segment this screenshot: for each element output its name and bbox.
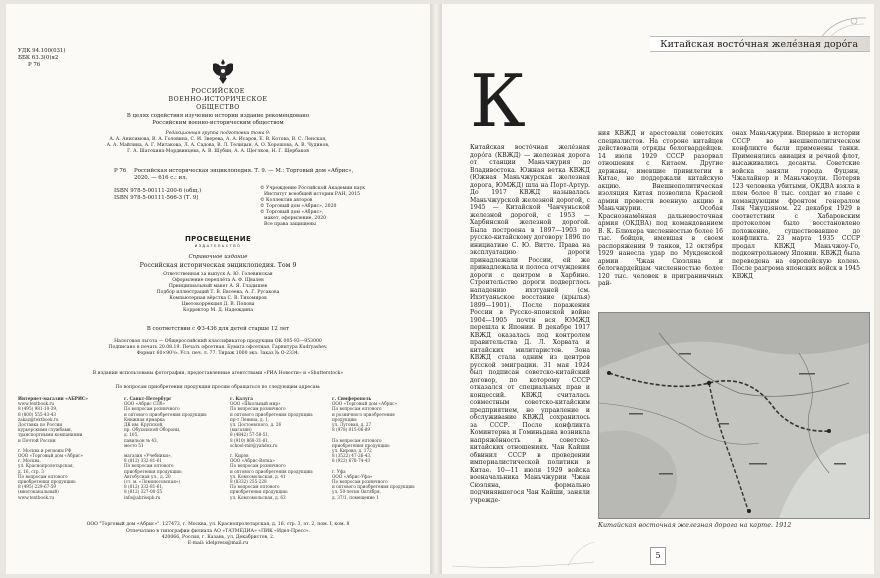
catalog-text-2: 2020. — 616 с.: ил. — [134, 175, 188, 181]
reference-edition: Справочное издание — [188, 254, 248, 260]
address-line: 8 (978) 015-06-89 — [332, 427, 371, 433]
isbn-volume: ISBN 978-5-00111-566-3 (Т. 9) — [114, 195, 199, 201]
footer-line-4: E-mail: idelpress@mail.ru — [187, 541, 249, 546]
map-caption: Китайская восточная железная дорога на карте. 1912 — [598, 521, 792, 529]
editors-label: Редакционная группа подготовки тома 9: — [165, 131, 271, 136]
address-line: приобретения продукции: — [18, 479, 77, 484]
address-line: 8 (4842) 57-58-51, — [230, 432, 270, 438]
address-line: ООО «Абрис-Уфа» — [332, 473, 373, 479]
article-column-1 — [470, 144, 590, 516]
address-line: (ст. м. «Ломоносовская») — [124, 479, 181, 484]
address-line: По вопросам оптового — [124, 463, 174, 469]
address-line: г. Санкт-Петербург — [124, 396, 172, 401]
org-line-3: ОБЩЕСТВО — [196, 104, 240, 111]
article-paragraph: ния КВЖД и арестовали советских специалистов. На стороне китайцев действовали отряды белогвардейцев. 14 июля 1929 СССР разорвал отношения с Китаем. Другие державы, имевшие привилегии в Китае, не поддержали китайскую акцию. Внешнеполитическая изоляция Китая позволила Красной армии провести военную акцию в Маньчжурии. Особая Краснознамённая дальневосточная армия (ОКДВА) под командованием В. К. Блюхера численностью более 16 тыс. бойцов, имевшая в своем распоряжении 9 танков, 12 октября 1929 нанесла удар по Мукденской армии Чжан Сюэляна и белогвардейцам численностью более 120 тыс. человек в пригранинчных рай- — [598, 130, 723, 287]
staff-line: Корректор М. Д. Надеждина — [183, 308, 253, 313]
address-line: ул. 50-летия Октября, — [332, 489, 381, 495]
address-line: ООО «Абрис-Вятка» — [230, 458, 275, 464]
org-line-2: ВОЕННО-ИСТОРИЧЕСКОЕ — [168, 96, 268, 103]
address-line: приобретения продукции: — [332, 442, 391, 448]
catalog-code: Р 76 — [28, 62, 41, 68]
address-line: По вопросам оптового — [332, 406, 382, 412]
recommend-line-2: Российским военно-историческим обществом — [152, 120, 284, 126]
print-info-line: Формат 60×90¹/₈. Усл. печ. л. 77. Тираж 1000 экз. Заказ № О-2334. — [136, 351, 300, 356]
double-eagle-emblem-icon — [210, 56, 236, 86]
print-info-line: Налоговая льгота — Общероссийский классификатор продукции ОК 005-93—953000 — [114, 339, 322, 344]
address-line: 8 (812) 332-81-61 — [124, 458, 163, 464]
page-number: 5 — [650, 547, 666, 565]
drop-cap: К — [470, 59, 526, 143]
print-info-line: Подписано в печать 20.08.19. Печать офсетная. Бумага офсетная. Гарнитура Kudryashev. — [108, 345, 328, 350]
address-line: г. Калуга — [230, 396, 253, 401]
historical-map — [598, 312, 870, 519]
copyright-line: © Коллектив авторов — [260, 198, 313, 203]
address-line: павильон № 43, — [124, 437, 158, 443]
address-line: 8 (922) 678-74-43 — [332, 458, 371, 464]
copyright-line: Институт всеобщей истории РАН, 2015 — [264, 192, 361, 197]
address-line: www.textbook.ru — [18, 494, 55, 500]
address-line: д. 16, стр. 3 — [18, 468, 44, 474]
address-line: 8 (812) 332-81-61, — [124, 484, 164, 490]
staff-line: Принципиальный макет А. Я. Гладышев — [168, 284, 268, 289]
address-line: продукции: — [332, 416, 358, 422]
copyright-line: © Торговый дом «Абрис», 2020 — [260, 204, 337, 209]
isbn-general: ISBN 978-5-00111-200-6 (общ.) — [114, 188, 202, 194]
address-column — [124, 396, 207, 500]
address-line: ул. Достоевского, д. 26 — [230, 421, 282, 427]
address-line: и оптового приобретения продукции: — [332, 484, 416, 490]
address-line: Интернет-магазин «АБРИС» — [18, 396, 88, 401]
address-line: ООО «Торговый дом «Абрис» — [18, 453, 84, 459]
address-line: ООО «Абрис СПб» — [124, 401, 165, 407]
address-line: приобретения продукции: — [230, 489, 289, 495]
address-line: ДК им. Крупской, — [124, 421, 164, 427]
staff-line: Подбор иллюстраций Т. В. Евсеева, А. Г. Русакова — [156, 290, 280, 295]
address-line: д. 37/1, помещение 1 — [332, 494, 379, 500]
imprint-page — [6, 4, 430, 574]
book-gutter — [430, 4, 442, 574]
recommend-line-1: В целях содействия изучению истории издание рекомендовано — [126, 113, 310, 119]
staff-line: Ответственная за выпуск А. Ю. Голевинская — [163, 272, 273, 277]
article-paragraph: Китайская восто́чная желе́зная доро́га (КВЖД) — железная дорога от станции Маньчжурия до Владивостока. Южная ветка КВЖД (Южная Маньчжурская железная дорога, ЮМЖД) шла на Порт-Артур. До 1917 КВЖД называлась Маньчжурской железной дорогой, с 1945 — Китайской Чанчуньской железной дорогой, с 1953 — Харбинской железной дорогой. Была построена в 1897—1903 по русско-китайскому договору 1896 по инициативе С. Ю. Витте. Права на эксплуатацию дороги принадлежали России, ей же принадлежала и полоса отчуждения дороги с центром в Харбине. Строительство дороги подверглось нападению ихэтуаней (см. Ихэтуаньское восстание (крылья) 1899—1901). После поражения России в Русско-японской войне 1904—1905 почти вся ЮМЖД перешла к Японии. В декабре 1917 КВЖД оказалась под контролем правительства Д. Л. Хорвата и китайских милитаристов. Зона КВЖД стала одним из центров русской эмиграции. 31 мая 1924 был подписан советско-китайский договор, по которому СССР отказался от специальных прав и концессий. КВЖД считалась совместным советско-китайским предприятием, но управление и обслуживание КВЖД сохранилось за СССР. После конфликта Коминтерна и Гоминьдана возникла напряжённость в советско-китайских отношениях. Чан Кайши обвинил СССР в проведении империалистической политики в Китае. 10—11 июля 1929 войска военачальника Маньчжурии Чжан Сюэляна, формально подчинявшегося Чан Кайши, заняли учрежде- — [470, 144, 590, 504]
address-line: 8 (8332) 255-228 — [230, 479, 267, 484]
address-line: 8 (800) 555-43-43 — [18, 411, 57, 417]
address-column — [230, 396, 313, 500]
address-line: 8 (495) 981-10-39, — [18, 406, 58, 412]
address-line: 8 (495) 229-67-59 — [18, 484, 57, 490]
address-line: ул. Луговая, д. 27 — [332, 421, 372, 427]
editors-line-1: А. А. Анисимова, В. А. Головина, С. И. Зверева, А. А. Исаров, Е. В. Котова, В. С. Ленская, — [109, 137, 327, 142]
footer-ornament-icon — [448, 536, 598, 572]
footer-line-2: Отпечатано в типографии филиала АО «ТАТМЕДИА» «ПИК «Идел-Пресс». — [125, 529, 311, 534]
catalog-text-1: Российская историческая энциклопедия. Т. 9. — М.: Торговый дом «Абрис», — [134, 168, 354, 174]
address-line: www.textbook.ru — [18, 401, 55, 407]
staff-line: Цветокоррекция Д. В. Попова — [181, 302, 255, 307]
address-line: ООО «Школьный мир» — [230, 401, 281, 407]
address-line: и розничного приобретения — [332, 411, 395, 417]
org-line-1: РОССИЙСКОЕ — [191, 88, 245, 95]
address-line: пр-т Ленина, д. 1, — [230, 416, 270, 422]
address-line: 8 (3522) 47-26-43, — [332, 453, 372, 459]
editors-line-2: А. А. Майлина, А. Г. Митакова, Л. А. Садова, В. Л. Телицын, А. О. Хорошова, А. В. Чудинов, — [106, 143, 330, 148]
address-line: (магазин) — [230, 427, 252, 433]
address-line: По вопросам оптового — [230, 484, 280, 490]
address-column — [18, 396, 88, 500]
address-line: Книжная ярмарка — [124, 416, 165, 422]
address-line: и оптового приобретения продукции: — [124, 411, 208, 417]
address-line: Доставка по России — [18, 421, 63, 427]
address-line: ООО «Торговый дом «Абрис» — [332, 401, 398, 407]
publisher-logo: ПРОСВЕЩЕНИЕ — [184, 235, 252, 243]
footer-line-3: 420066, Россия, г. Казань, ул. Декабристов, 2. — [161, 535, 275, 540]
udk-code: УДК 94.100(031) — [18, 48, 66, 54]
address-line: г. Москва и регионы РФ — [18, 447, 72, 453]
map-drawing — [599, 313, 869, 518]
staff-line: Компьютерная вёрстка С. В. Тихомиров — [169, 296, 267, 301]
address-line: По вопросам розничного — [124, 406, 180, 412]
footer-line-1: ООО "Торговый дом «Абрис»". 127473, г. Москва, ул. Краснопролетарская, д. 16, стр. 3, эт. 2, пом. I, ком. 8 — [86, 522, 350, 527]
address-line: и оптового приобретения продукции: — [230, 468, 314, 474]
address-line: zakaz@textbook.ru — [18, 416, 59, 422]
address-column — [332, 396, 415, 500]
article-column-3 — [732, 130, 860, 306]
running-header-title: Китайская восто́чная желе́зная доро́га — [660, 39, 858, 50]
address-line: транспортными компаниями — [18, 432, 83, 438]
article-column-2 — [598, 130, 723, 306]
address-line: ул. Комсомольская, д. 63 — [230, 494, 286, 500]
address-line: курьерскими службами, — [18, 427, 73, 433]
address-line: (многоканальный) — [18, 489, 59, 495]
address-line: ул. Кирова, д. 172 — [332, 447, 372, 453]
contacts-intro: По вопросам приобретения продукции просим обращаться по следующим адресам: — [115, 385, 321, 390]
catalog-code-2: Р 76 — [114, 168, 127, 174]
reference-title: Российская историческая энциклопедия. Том 9 — [139, 262, 297, 269]
age-rating: В соответствии с ФЗ-436 для детей старше 12 лет — [146, 326, 290, 332]
address-line: ул. Комсомольская, д. 41 — [230, 473, 286, 479]
copyright-line: Все права защищены — [264, 222, 316, 227]
article-page — [442, 4, 874, 574]
bbk-code: ББК 63.3(0)я2 — [18, 55, 59, 61]
address-line: г. Москва, — [18, 458, 41, 464]
editors-line-3: Г. А. Шатохина-Мордвинцева, А. В. Шубин, А. А. Щеглков, Н. Г. Щербаков — [127, 149, 309, 154]
staff-line: Оформление переплёта А. Ф. Щвалев — [172, 278, 264, 283]
address-line: магазин «Учебники», — [124, 453, 172, 459]
address-line: место 51 — [124, 442, 144, 448]
photo-credits: В издании использованы фотографии, предоставленные агентствами «РИА Новости» и «Shutterstock» — [92, 371, 344, 376]
address-line: и оптового приобретения продукции: — [230, 411, 314, 417]
address-line: По вопросам розничного — [230, 463, 286, 469]
address-line: school-mir@yandex.ru — [230, 442, 278, 448]
address-line: д. 105, — [124, 432, 139, 438]
address-line: По вопросам оптового — [18, 473, 68, 479]
copyright-line: макет, оформление, 2020 — [264, 216, 327, 221]
address-line: 8 (910) 868-31-81, — [230, 437, 270, 443]
address-line: info@abrisspb.ru — [124, 494, 161, 500]
address-line: г. Киров — [230, 453, 249, 459]
address-line: и Почтой России — [18, 437, 56, 443]
running-header — [650, 36, 870, 52]
address-line: приобретения продукции: — [124, 468, 183, 474]
article-paragraph: онах Маньчжурии. Впервые в истории СССР во внешнеполитическом конфликте были применены танки. Применялись авиация и речной флот, высаживались десанты. Советские войска заняли города Фуцзин, Чжалайнор и Маньчжоули. Потеряв 123 человека убитыми, ОКДВА взяла в плен более 8 тыс. солдат во главе с командующим фронтом генералом Лян Чжуцзяном. 22 декабря 1929 в соответствии с Хабаровским протоколом было восстановлено положение, существовавшее до конфликта. 23 марта 1935 СССР продал КВЖД Маньчжоу-Го, подконтрольному Японии. КВЖД была переведена на европейскую колею. После разгрома японских войск в 1945 КВЖД — [732, 130, 860, 280]
publisher-sub: ИЗДАТЕЛЬСТВО — [194, 244, 242, 248]
copyright-line: © Учреждение Российской Академии наук — [260, 186, 366, 191]
address-line: По вопросам розничного — [230, 406, 286, 412]
address-line: ул. Краснопролетарская, — [18, 463, 74, 469]
address-line: г. Уфа — [332, 468, 346, 474]
address-line: По вопросам оптового — [332, 437, 382, 443]
address-line: г. Симферополь — [332, 396, 372, 401]
address-line: 8 (812) 327-00-55 — [124, 489, 163, 495]
address-line: Автобусная ул., д. 20 — [124, 473, 171, 479]
copyright-line: © Торговый дом «Абрис», — [260, 210, 324, 215]
address-line: По вопросам розничного — [332, 479, 388, 484]
address-line: пр. Обуховской Обороны, — [124, 427, 181, 433]
